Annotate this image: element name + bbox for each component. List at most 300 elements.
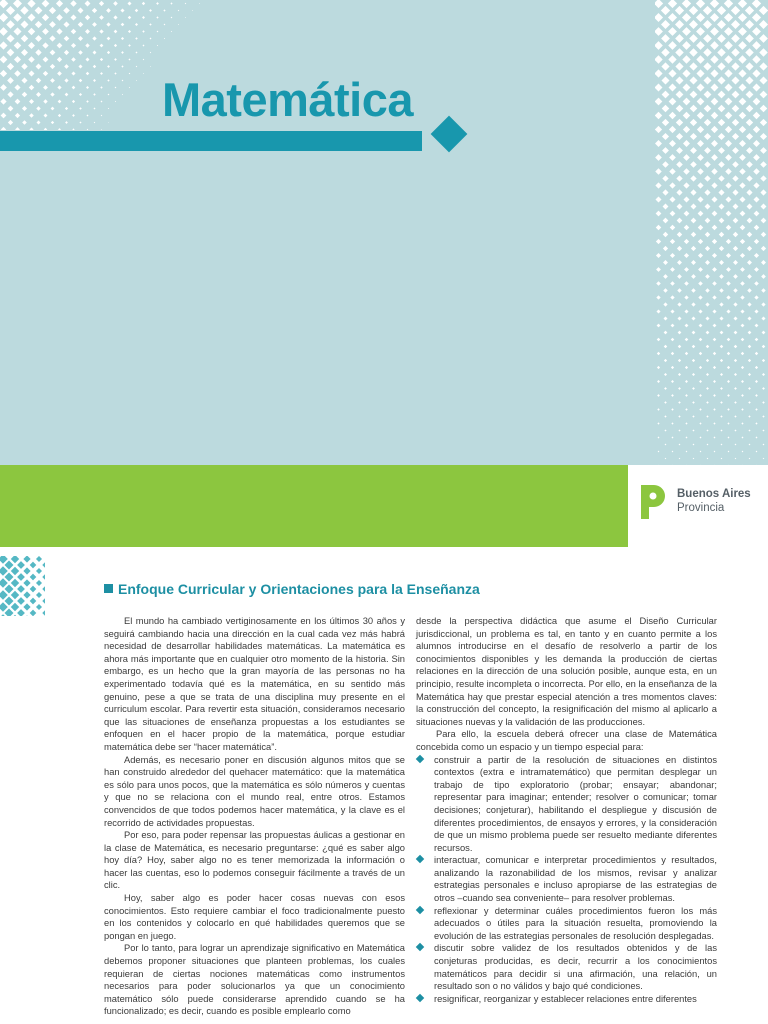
pattern-diamond <box>668 41 677 50</box>
pattern-diamond <box>732 161 739 168</box>
pattern-diamond <box>23 579 30 586</box>
pattern-diamond <box>121 51 124 54</box>
pattern-diamond <box>745 48 754 57</box>
diamond-bullet-icon <box>416 905 424 913</box>
pattern-diamond <box>760 133 767 140</box>
pattern-diamond <box>662 189 668 195</box>
pattern-diamond <box>718 91 726 99</box>
pattern-diamond <box>733 302 737 306</box>
pattern-diamond <box>706 359 709 362</box>
paragraph: Para ello, la escuela deberá ofrecer una clase de Matemática concebida como un espacio y un tiempo especial para: <box>416 729 717 752</box>
pattern-diamond <box>72 100 75 103</box>
pattern-diamond <box>661 6 670 15</box>
pattern-diamond <box>44 114 48 118</box>
pattern-diamond <box>4 584 13 593</box>
pattern-diamond <box>726 239 731 244</box>
pattern-diamond <box>11 591 19 599</box>
pattern-diamond <box>670 239 675 244</box>
pattern-diamond <box>732 189 738 195</box>
pattern-diamond <box>4 572 13 581</box>
pattern-diamond <box>739 84 747 92</box>
pattern-diamond <box>761 218 767 224</box>
pattern-diamond <box>713 366 716 369</box>
pattern-diamond <box>671 352 674 355</box>
pattern-diamond <box>178 10 180 12</box>
pattern-diamond <box>720 317 724 321</box>
pattern-diamond <box>663 302 667 306</box>
pattern-diamond <box>734 345 738 349</box>
pattern-diamond <box>71 43 76 48</box>
pattern-diamond <box>669 98 677 106</box>
pattern-diamond <box>36 592 42 598</box>
pattern-diamond <box>42 0 50 7</box>
pattern-diamond <box>706 345 710 349</box>
list-item <box>416 993 717 1006</box>
pattern-diamond <box>17 609 25 616</box>
pattern-diamond <box>711 196 717 202</box>
pattern-diamond <box>0 98 6 104</box>
pattern-diamond <box>697 154 704 161</box>
pattern-diamond <box>99 1 104 6</box>
pattern-diamond <box>706 387 709 390</box>
pattern-diamond <box>689 62 697 70</box>
pattern-diamond <box>690 161 697 168</box>
pattern-diamond <box>661 76 669 84</box>
pattern-diamond <box>734 415 736 417</box>
pattern-diamond <box>720 401 723 404</box>
paragraph: Por lo tanto, para lograr un aprendizaje significativo en Matemática debemos proponer situaciones que planteen problemas, los cuales requieran de ciertas nociones matemáticas como instrumentos necesarios para poder solucionarlos ya que un conocimiento matemático sólo puede considerarse aprendido cuando se ha funcionalizado; es decir, cuando es posible emplearlo como <box>104 943 405 1017</box>
pattern-diamond <box>662 175 668 181</box>
pattern-diamond <box>734 429 736 431</box>
pattern-diamond <box>106 8 111 13</box>
pattern-diamond <box>710 0 719 8</box>
pattern-diamond <box>705 204 711 210</box>
pattern-diamond <box>692 345 696 349</box>
pattern-diamond <box>49 35 55 41</box>
pattern-diamond <box>42 574 45 579</box>
pattern-diamond <box>739 182 745 188</box>
pattern-diamond <box>36 568 42 574</box>
pattern-diamond <box>738 69 746 77</box>
pattern-diamond <box>754 225 760 231</box>
pattern-diamond <box>755 366 758 369</box>
diamond-bullet-icon <box>416 754 424 762</box>
pattern-diamond <box>50 92 54 96</box>
pattern-diamond <box>760 175 766 181</box>
pattern-diamond <box>150 38 152 40</box>
pattern-diamond <box>762 359 765 362</box>
pattern-diamond <box>6 20 15 29</box>
pattern-diamond <box>720 373 723 376</box>
pattern-diamond <box>86 100 89 103</box>
pattern-diamond <box>691 260 696 265</box>
pattern-diamond <box>698 281 703 286</box>
pattern-diamond <box>106 22 110 26</box>
pattern-diamond <box>128 16 132 20</box>
pattern-diamond <box>732 175 738 181</box>
pattern-diamond <box>754 253 759 258</box>
pattern-diamond <box>676 189 682 195</box>
pattern-diamond <box>720 429 722 431</box>
pattern-diamond <box>656 309 660 313</box>
pattern-diamond <box>733 246 738 251</box>
pattern-diamond <box>713 338 717 342</box>
pattern-diamond <box>731 76 739 84</box>
paragraph: Además, es necesario poner en discusión algunos mitos que se han construido alrededor del quehacer matemático: que la matemática es sólo para unos pocos, que la matemática es sólo números y cuentas y que no se relaciona con el mundo real, entre otros. Estamos convencidos de que todos podemos hacer matemática, y la clave es el recorrido de actividades propuestas. <box>104 754 405 828</box>
pattern-diamond <box>752 27 761 36</box>
pattern-diamond <box>760 161 767 168</box>
pattern-diamond <box>107 79 109 81</box>
pattern-diamond <box>740 239 745 244</box>
pattern-diamond <box>675 20 684 29</box>
pattern-diamond <box>724 13 733 22</box>
pattern-diamond <box>15 127 20 130</box>
pattern-diamond <box>663 204 669 210</box>
pattern-diamond <box>748 331 752 335</box>
pattern-diamond <box>713 394 716 397</box>
pattern-diamond <box>63 7 70 14</box>
pattern-diamond <box>655 13 663 22</box>
pattern-diamond <box>0 602 8 612</box>
pattern-diamond <box>678 345 682 349</box>
pattern-diamond <box>22 120 27 125</box>
pattern-diamond <box>746 147 753 154</box>
pattern-diamond <box>711 168 717 174</box>
pattern-diamond <box>36 556 42 562</box>
diamond-pattern-side <box>0 556 45 616</box>
pattern-diamond <box>30 598 37 605</box>
pattern-diamond <box>762 373 765 376</box>
pattern-diamond <box>704 105 712 113</box>
bullet-list <box>416 754 717 1006</box>
pattern-diamond <box>732 105 740 113</box>
pattern-diamond <box>28 14 36 22</box>
pattern-diamond <box>760 189 766 195</box>
pattern-diamond <box>86 86 89 89</box>
pattern-diamond <box>51 121 54 124</box>
pattern-diamond <box>684 211 690 217</box>
pattern-diamond <box>35 7 43 15</box>
pattern-diamond <box>64 64 69 69</box>
pattern-diamond <box>128 58 130 60</box>
pattern-diamond <box>725 168 731 174</box>
pattern-diamond <box>78 36 83 41</box>
pattern-diamond <box>93 93 95 95</box>
pattern-diamond <box>50 78 55 83</box>
pattern-diamond <box>693 444 695 446</box>
pattern-diamond <box>668 27 677 36</box>
pattern-diamond <box>108 94 110 96</box>
pattern-diamond <box>763 458 765 460</box>
pattern-diamond <box>677 260 682 265</box>
pattern-diamond <box>714 451 716 453</box>
pattern-diamond <box>676 147 683 154</box>
pattern-diamond <box>655 140 662 147</box>
pattern-diamond <box>699 380 702 383</box>
pattern-diamond <box>683 196 689 202</box>
pattern-diamond <box>752 0 761 8</box>
pattern-diamond <box>57 71 62 76</box>
pattern-diamond <box>760 147 767 154</box>
pattern-diamond <box>727 422 729 424</box>
pattern-diamond <box>738 13 747 22</box>
pattern-diamond <box>703 76 711 84</box>
pattern-diamond <box>755 394 758 397</box>
pattern-diamond <box>697 112 704 119</box>
pattern-diamond <box>718 105 726 113</box>
pattern-diamond <box>725 98 733 106</box>
pattern-diamond <box>94 108 96 110</box>
pattern-diamond <box>671 324 675 328</box>
pattern-diamond <box>732 133 739 140</box>
pattern-diamond <box>713 422 715 424</box>
pattern-diamond <box>707 458 709 460</box>
pattern-diamond <box>725 140 732 147</box>
pattern-diamond <box>703 6 712 15</box>
pattern-diamond <box>0 578 8 588</box>
pattern-diamond <box>682 55 690 63</box>
pattern-diamond <box>726 309 730 313</box>
pattern-diamond <box>115 87 117 89</box>
pattern-diamond <box>58 128 61 130</box>
pattern-diamond <box>728 437 730 439</box>
pattern-diamond <box>683 154 690 161</box>
pattern-diamond <box>691 232 696 237</box>
pattern-diamond <box>78 64 82 68</box>
pattern-diamond <box>698 211 704 217</box>
pattern-diamond <box>724 27 733 36</box>
pattern-diamond <box>728 451 730 453</box>
pattern-diamond <box>755 422 757 424</box>
pattern-diamond <box>677 218 683 224</box>
pattern-diamond <box>14 70 21 77</box>
pattern-diamond <box>675 62 683 70</box>
pattern-diamond <box>762 401 765 404</box>
pattern-diamond <box>99 15 104 20</box>
pattern-diamond <box>705 274 710 279</box>
pattern-diamond <box>683 98 691 106</box>
pattern-diamond <box>171 17 173 19</box>
pattern-diamond <box>78 22 83 27</box>
pattern-diamond <box>754 211 760 217</box>
pattern-diamond <box>20 6 28 14</box>
pattern-diamond <box>28 42 35 49</box>
pattern-diamond <box>703 20 712 29</box>
pattern-diamond <box>676 161 683 168</box>
pattern-diamond <box>749 444 751 446</box>
pattern-diamond <box>142 30 144 32</box>
pattern-diamond <box>696 13 705 22</box>
pattern-diamond <box>739 154 746 161</box>
pattern-diamond <box>129 87 130 88</box>
pattern-diamond <box>741 408 743 410</box>
pattern-diamond <box>710 41 719 50</box>
left-text-column <box>104 615 405 1018</box>
pattern-diamond <box>761 246 766 251</box>
pattern-diamond <box>678 331 682 335</box>
pattern-diamond <box>733 260 738 265</box>
pattern-diamond <box>78 8 84 14</box>
provincia-p-logo-icon <box>638 483 670 521</box>
pattern-diamond <box>108 122 109 123</box>
pattern-diamond <box>656 225 662 231</box>
pattern-diamond <box>85 29 90 34</box>
pattern-diamond <box>21 49 28 56</box>
pattern-diamond <box>741 366 744 369</box>
pattern-diamond <box>56 0 63 7</box>
diamond-bullet-icon <box>416 994 424 1002</box>
pattern-diamond <box>752 13 761 22</box>
pattern-diamond <box>710 55 718 63</box>
pattern-diamond <box>150 52 151 53</box>
pattern-diamond <box>710 27 719 36</box>
pattern-diamond <box>731 20 740 29</box>
pattern-diamond <box>732 147 739 154</box>
pattern-diamond <box>56 14 63 21</box>
pattern-diamond <box>682 69 690 77</box>
pattern-diamond <box>711 84 719 92</box>
pattern-diamond <box>664 317 668 321</box>
pattern-diamond <box>740 281 745 286</box>
pattern-diamond <box>759 62 767 70</box>
pattern-diamond <box>704 189 710 195</box>
pattern-diamond <box>719 246 724 251</box>
pattern-diamond <box>712 239 717 244</box>
pattern-diamond <box>0 56 7 64</box>
pattern-diamond <box>121 65 123 67</box>
pattern-diamond <box>727 408 729 410</box>
pattern-diamond <box>753 182 759 188</box>
pattern-diamond <box>11 556 19 563</box>
pattern-diamond <box>683 84 691 92</box>
pattern-diamond <box>43 85 48 90</box>
right-text-column <box>416 615 717 1005</box>
pattern-diamond <box>691 246 696 251</box>
pattern-diamond <box>718 133 725 140</box>
pattern-diamond <box>755 352 758 355</box>
pattern-diamond <box>761 274 766 279</box>
pattern-diamond <box>670 295 674 299</box>
pattern-diamond <box>7 49 15 57</box>
pattern-diamond <box>670 281 675 286</box>
pattern-diamond <box>689 20 698 29</box>
pattern-diamond <box>696 0 705 8</box>
pattern-diamond <box>71 29 77 35</box>
pattern-diamond <box>761 260 766 265</box>
pattern-diamond <box>17 573 25 581</box>
pattern-diamond <box>663 274 668 279</box>
pattern-diamond <box>690 133 697 140</box>
pattern-diamond <box>671 394 674 397</box>
pattern-diamond <box>661 20 670 29</box>
pattern-diamond <box>23 615 30 616</box>
pattern-diamond <box>698 295 702 299</box>
pattern-diamond <box>655 168 661 174</box>
pattern-diamond <box>13 13 22 22</box>
pattern-diamond <box>0 13 8 22</box>
pattern-diamond <box>655 0 663 8</box>
pattern-diamond <box>669 182 675 188</box>
pattern-diamond <box>93 79 96 82</box>
pattern-diamond <box>114 30 118 34</box>
pattern-diamond <box>762 331 766 335</box>
pattern-diamond <box>745 34 754 43</box>
pattern-diamond <box>665 458 667 460</box>
pattern-diamond <box>753 126 760 133</box>
pattern-diamond <box>0 84 7 91</box>
pattern-diamond <box>657 408 659 410</box>
pattern-diamond <box>15 99 21 105</box>
paragraph: desde la perspectiva didáctica que asume el Diseño Curricular jurisdiccional, un problema es tal, en tanto y en cuanto permite a los alumnos introducirse en el desafío de resolverlo a partir de los conocimientos disponibles y les demanda la producción de ciertas relaciones en la dirección de una solución posible, aunque esta, en un principio, resulte incompleta o incorrecta. Por ello, en la enseñanza de la Matemática hay que prestar especial atención a tres momentos claves: la construcción del concepto, la resignificación del mismo al aplicarlo a situaciones nuevas y la validación de las producciones. <box>416 616 717 727</box>
pattern-diamond <box>704 147 711 154</box>
pattern-diamond <box>87 129 89 130</box>
pattern-diamond <box>101 101 103 103</box>
pattern-diamond <box>662 105 670 113</box>
pattern-diamond <box>741 352 744 355</box>
pattern-diamond <box>129 73 131 75</box>
pattern-diamond <box>706 429 708 431</box>
pattern-diamond <box>671 380 674 383</box>
pattern-diamond <box>740 225 746 231</box>
pattern-diamond <box>85 1 91 7</box>
pattern-diamond <box>6 6 15 15</box>
pattern-diamond <box>107 51 110 54</box>
logo-line-provincia: Provincia <box>677 502 725 514</box>
pattern-diamond <box>42 28 49 35</box>
pattern-diamond <box>128 44 131 47</box>
pattern-diamond <box>655 196 661 202</box>
pattern-diamond <box>727 380 730 383</box>
pattern-diamond <box>692 429 694 431</box>
pattern-diamond <box>23 567 30 574</box>
pattern-diamond <box>690 175 696 181</box>
pattern-diamond <box>748 317 752 321</box>
pattern-diamond <box>662 147 669 154</box>
pattern-diamond <box>698 225 704 231</box>
pattern-diamond <box>143 45 145 47</box>
pattern-diamond <box>760 119 767 126</box>
pattern-diamond <box>0 0 8 8</box>
pattern-diamond <box>670 211 676 217</box>
pattern-diamond <box>121 37 124 40</box>
pattern-diamond <box>745 62 753 70</box>
pattern-diamond <box>122 80 124 82</box>
diamond-bullet-icon <box>416 943 424 951</box>
pattern-diamond <box>107 65 110 68</box>
pattern-diamond <box>761 204 767 210</box>
pattern-diamond <box>185 3 187 5</box>
pattern-diamond <box>100 58 103 61</box>
pattern-diamond <box>658 451 660 453</box>
pattern-diamond <box>100 86 102 88</box>
pattern-diamond <box>4 560 13 569</box>
pattern-diamond <box>738 55 746 63</box>
pattern-diamond <box>711 126 718 133</box>
pattern-diamond <box>655 182 661 188</box>
pattern-diamond <box>70 14 76 20</box>
pattern-diamond <box>755 338 759 342</box>
pattern-diamond <box>8 106 14 112</box>
pattern-diamond <box>712 267 717 272</box>
pattern-diamond <box>79 121 81 123</box>
pattern-diamond <box>689 6 698 15</box>
pattern-diamond <box>710 13 719 22</box>
pattern-diamond <box>661 48 670 57</box>
pattern-diamond <box>720 415 722 417</box>
pattern-diamond <box>740 309 744 313</box>
pattern-diamond <box>747 246 752 251</box>
pattern-diamond <box>719 204 725 210</box>
